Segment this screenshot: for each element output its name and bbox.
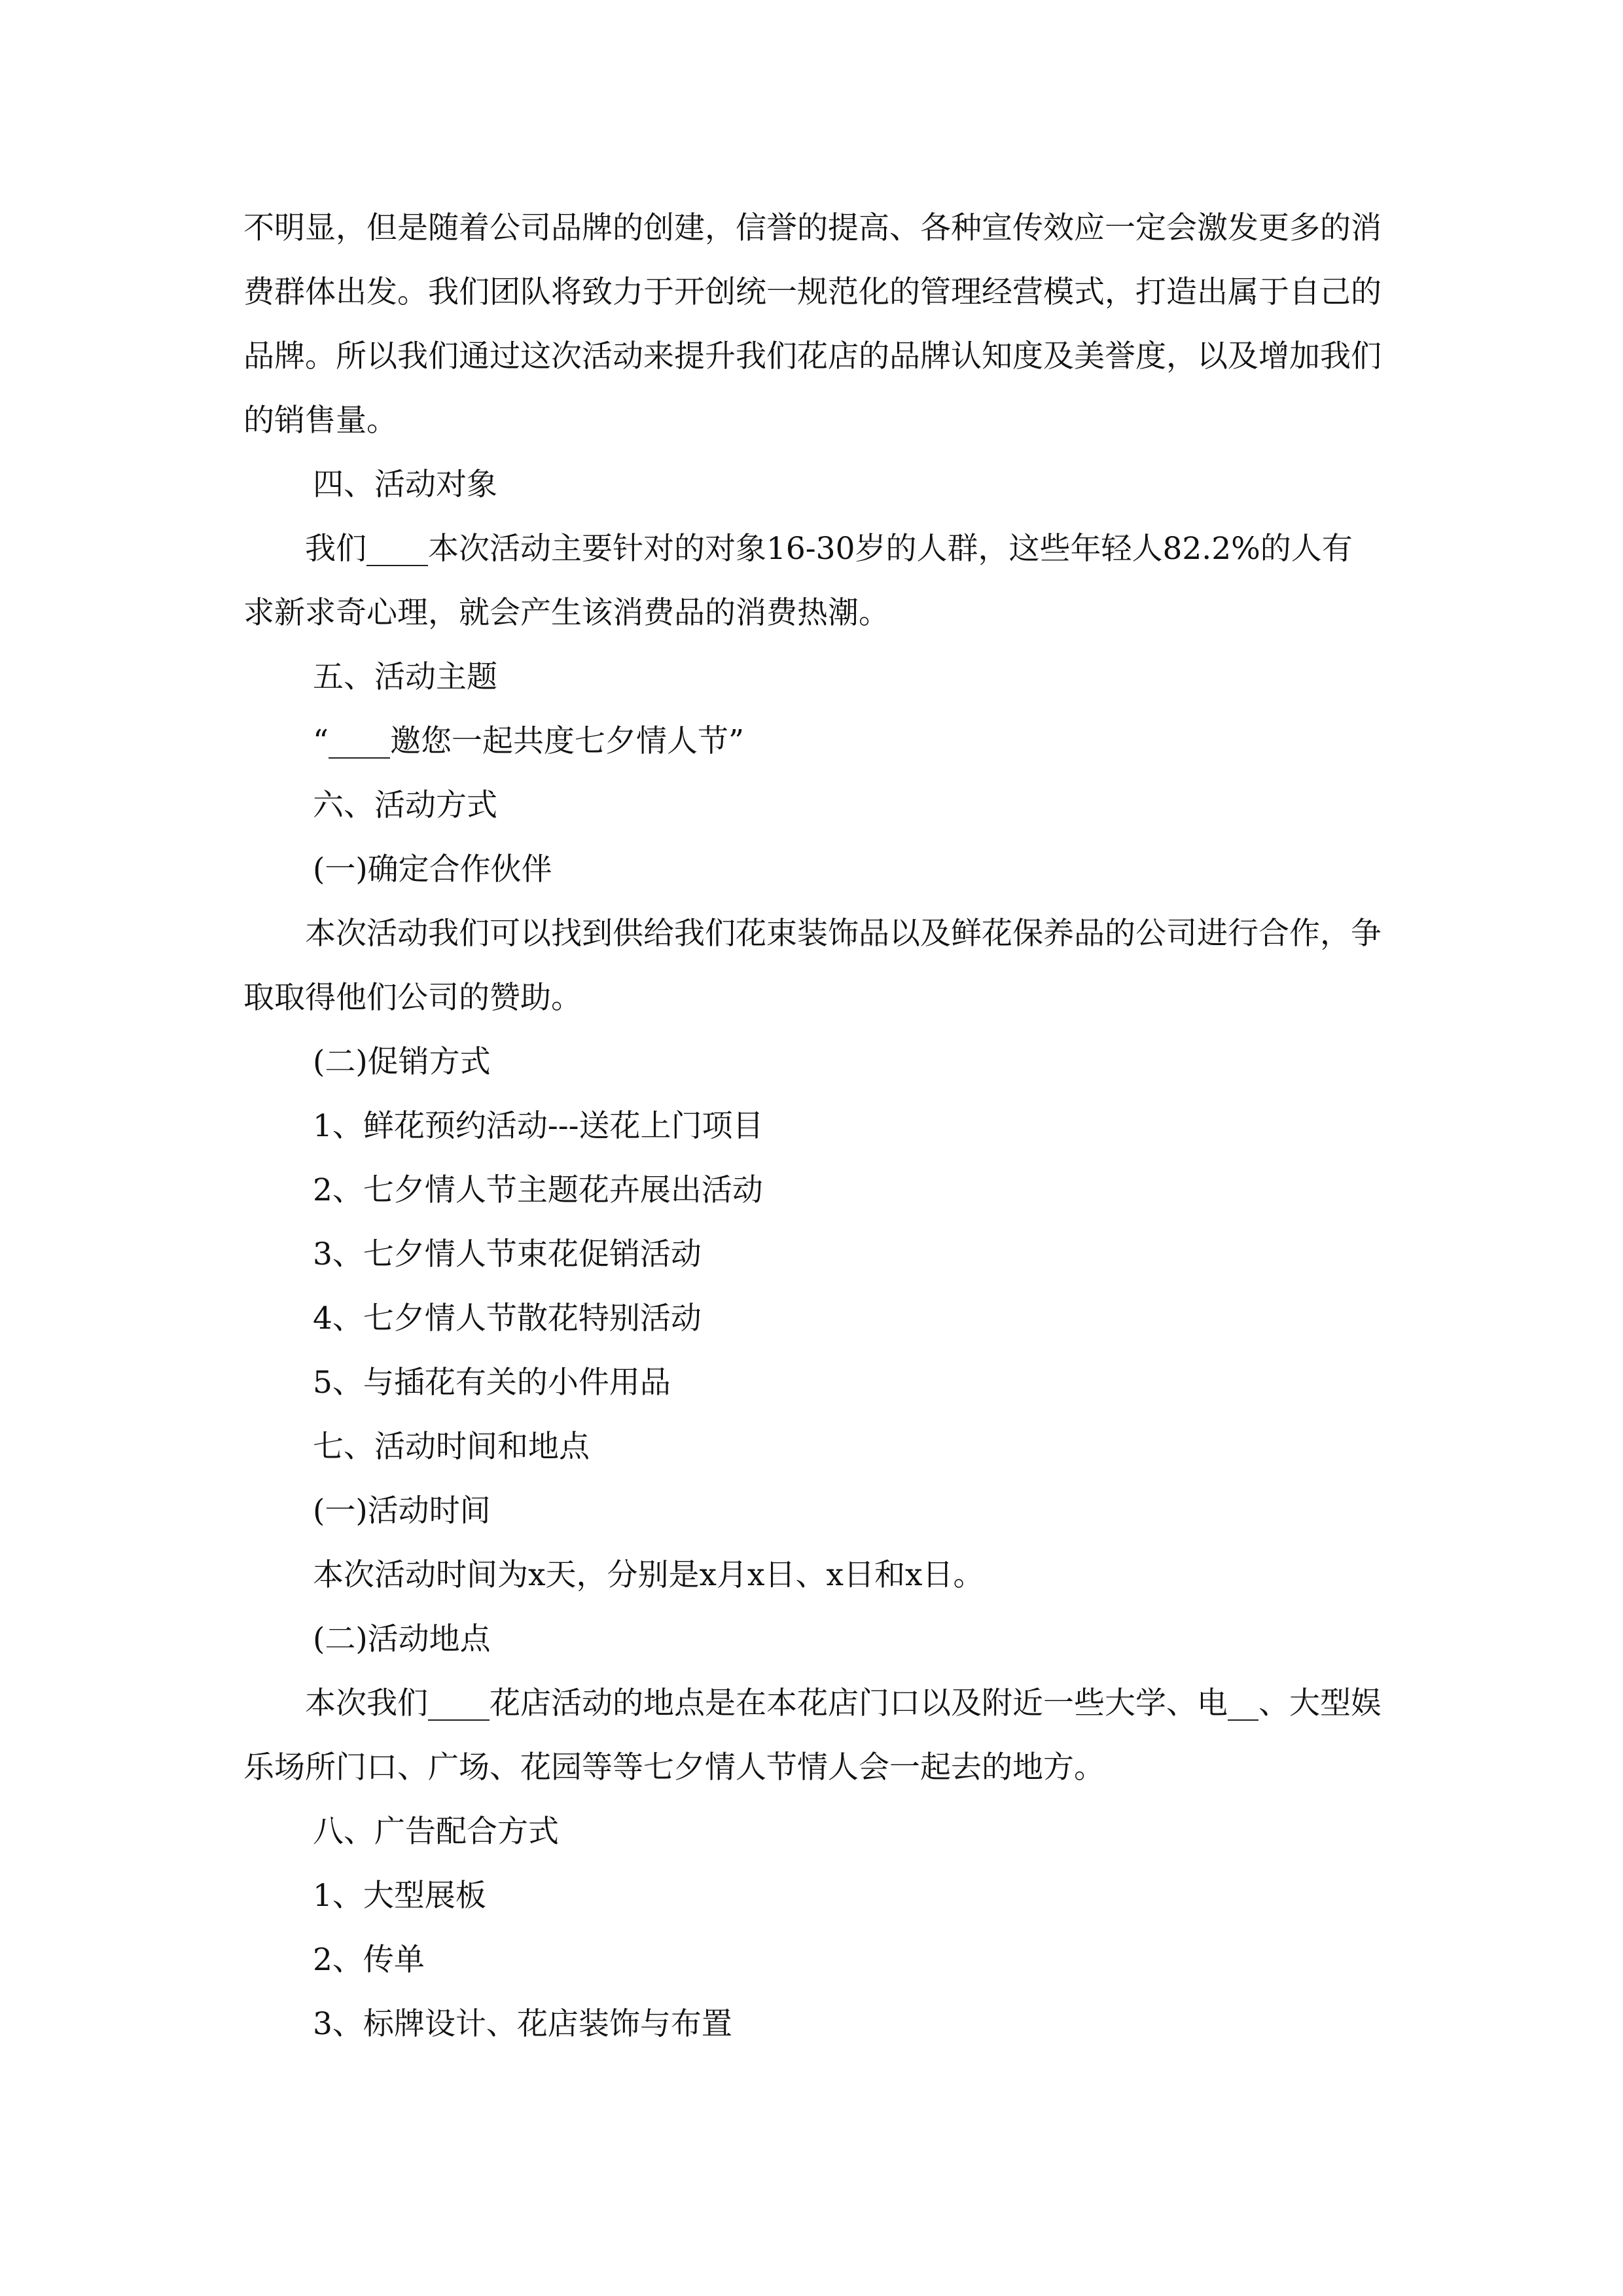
subheading-time: (一)活动时间: [313, 1493, 491, 1529]
subheading-place: (二)活动地点: [313, 1621, 491, 1657]
ad-list-item: 1、大型展板: [313, 1878, 486, 1914]
promo-list-item: 2、七夕情人节主题花卉展出活动: [313, 1172, 763, 1208]
ad-list-item: 3、标牌设计、花店装饰与布置: [313, 2006, 732, 2042]
section-heading-advertising: 八、广告配合方式: [313, 1814, 559, 1850]
theme-slogan: “____邀您一起共度七夕情人节”: [313, 723, 745, 759]
section-heading-time-place: 七、活动时间和地点: [313, 1429, 590, 1465]
document-body: [243, 196, 1382, 2056]
section-heading-method: 六、活动方式: [313, 787, 497, 823]
target-audience-paragraph: 我们____本次活动主要针对的对象16-30岁的人群，这些年轻人82.2%的人有求新求奇心理，就会产生该消费品的消费热潮。: [243, 531, 1353, 631]
ad-list-item: 2、传单: [313, 1942, 425, 1978]
section-heading-target-audience: 四、活动对象: [313, 467, 497, 503]
section-heading-theme: 五、活动主题: [313, 659, 497, 695]
subheading-promotion: (二)促销方式: [313, 1044, 491, 1080]
promo-list-item: 5、与插花有关的小件用品: [313, 1365, 671, 1401]
subheading-partners: (一)确定合作伙伴: [313, 852, 552, 888]
time-paragraph: 本次活动时间为x天，分别是x月x日、x日和x日。: [313, 1557, 984, 1593]
place-paragraph: 本次我们____花店活动的地点是在本花店门口以及附近一些大学、电__、大型娱乐场所门口、广场、花园等等七夕情人节情人会一起去的地方。: [243, 1685, 1382, 1785]
partners-paragraph: 本次活动我们可以找到供给我们花束装饰品以及鲜花保养品的公司进行合作，争取取得他们公司的赞助。: [243, 916, 1382, 1016]
intro-paragraph: 不明显，但是随着公司品牌的创建，信誉的提高、各种宣传效应一定会激发更多的消费群体出发。我们团队将致力于开创统一规范化的管理经营模式，打造出属于自己的品牌。所以我们通过这次活动来提升我们花店的品牌认知度及美誉度，以及增加我们的销售量。: [243, 210, 1382, 439]
promo-list-item: 3、七夕情人节束花促销活动: [313, 1236, 702, 1272]
promo-list-item: 4、七夕情人节散花特别活动: [313, 1300, 702, 1336]
promo-list-item: 1、鲜花预约活动---送花上门项目: [313, 1108, 764, 1144]
